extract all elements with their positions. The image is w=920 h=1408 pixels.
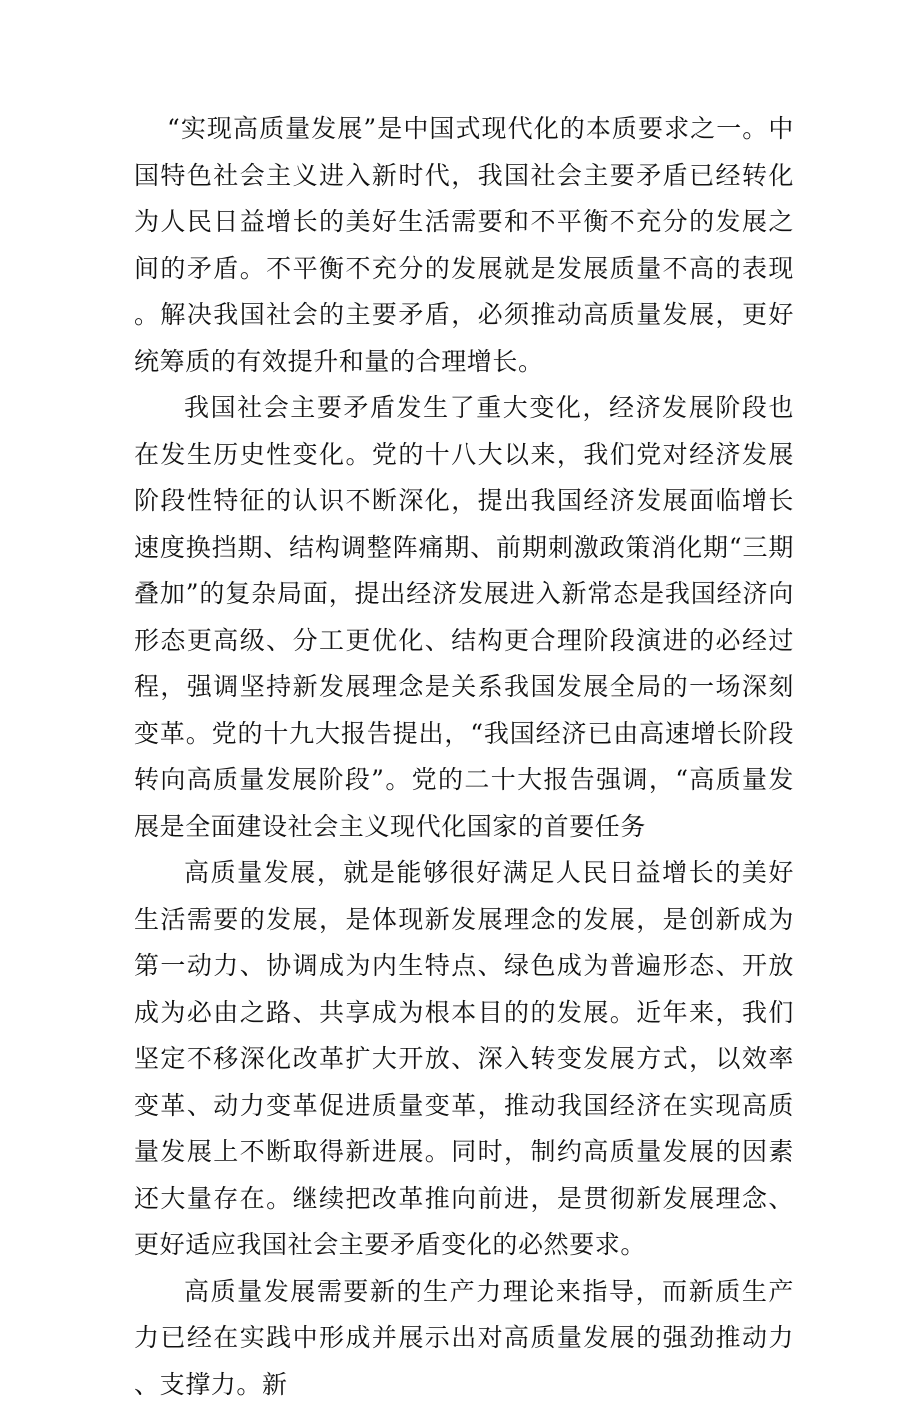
document-body: [134, 106, 794, 1408]
paragraph-4: 高质量发展需要新的生产力理论来指导，而新质生产力已经在实践中形成并展示出对高质量发展的强劲推动力、支撑力。新: [134, 1269, 794, 1408]
paragraph-3: 高质量发展，就是能够很好满足人民日益增长的美好生活需要的发展，是体现新发展理念的发展，是创新成为第一动力、协调成为内生特点、绿色成为普遍形态、开放成为必由之路、共享成为根本目的的发展。近年来，我们坚定不移深化改革扩大开放、深入转变发展方式，以效率变革、动力变革促进质量变革，推动我国经济在实现高质量发展上不断取得新进展。同时，制约高质量发展的因素还大量存在。继续把改革推向前进，是贯彻新发展理念、更好适应我国社会主要矛盾变化的必然要求。: [134, 850, 794, 1269]
paragraph-2: 我国社会主要矛盾发生了重大变化，经济发展阶段也在发生历史性变化。党的十八大以来，我们党对经济发展阶段性特征的认识不断深化，提出我国经济发展面临增长速度换挡期、结构调整阵痛期、前期刺激政策消化期“三期叠加”的复杂局面，提出经济发展进入新常态是我国经济向形态更高级、分工更优化、结构更合理阶段演进的必经过程，强调坚持新发展理念是关系我国发展全局的一场深刻变革。党的十九大报告提出，“我国经济已由高速增长阶段转向高质量发展阶段”。党的二十大报告强调，“高质量发展是全面建设社会主义现代化国家的首要任务: [134, 385, 794, 850]
paragraph-1: “实现高质量发展”是中国式现代化的本质要求之一。中国特色社会主义进入新时代，我国社会主要矛盾已经转化为人民日益增长的美好生活需要和不平衡不充分的发展之间的矛盾。不平衡不充分的发展就是发展质量不高的表现。解决我国社会的主要矛盾，必须推动高质量发展，更好统筹质的有效提升和量的合理增长。: [134, 106, 794, 385]
